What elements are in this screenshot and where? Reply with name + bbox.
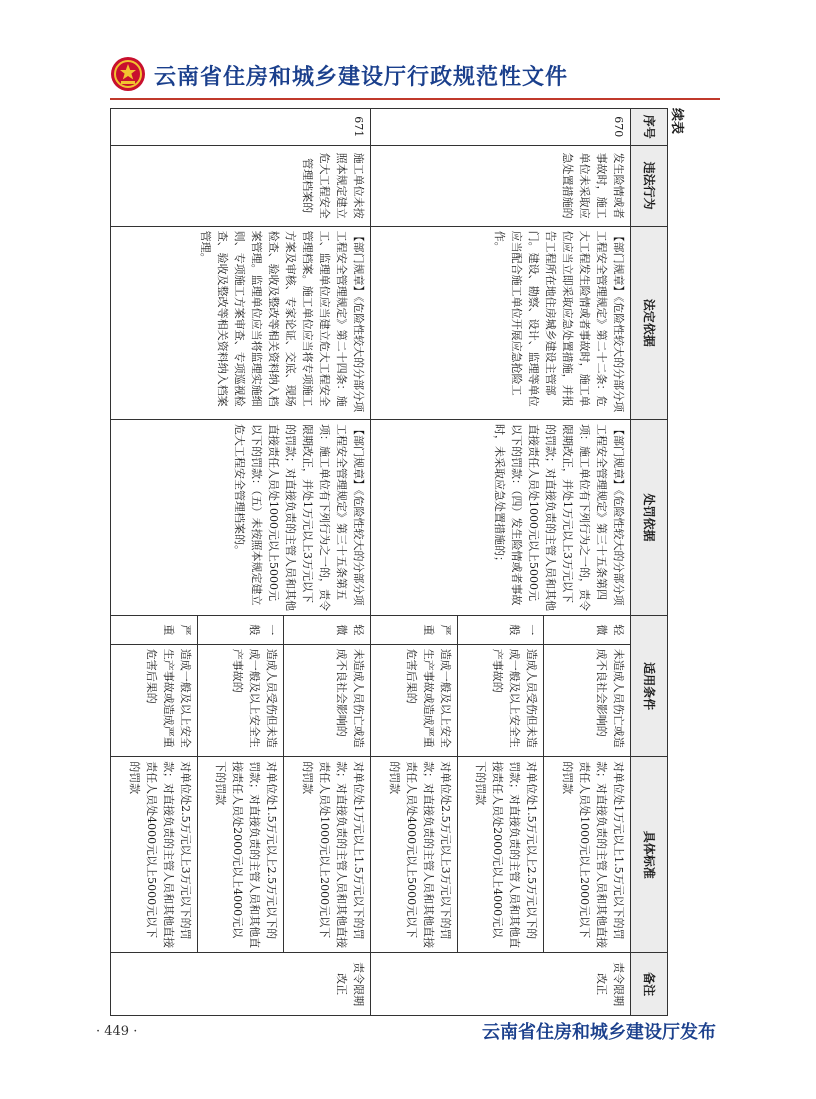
condition-cell: 造成人员受伤但未造成一般及以上安全生产事故的 bbox=[197, 644, 284, 756]
table-header-row bbox=[631, 109, 668, 1016]
standard-cell: 对单位处1.5万元以上2.5万元以下的罚款；对直接负责的主管人员和其他直接责任人员处2000元以上4000元以下的罚款 bbox=[197, 757, 284, 953]
row-seq: 671 bbox=[111, 109, 371, 146]
publisher-name: 云南省住房和城乡建设厅发布 bbox=[482, 1022, 716, 1043]
standard-cell: 对单位处2.5万元以上3万元以下的罚款；对直接负责的主管人员和其他直接责任人员处4000元以上5000元以下的罚款 bbox=[371, 757, 458, 953]
level-label: 一般 bbox=[457, 616, 544, 645]
continued-label: 续表 bbox=[669, 108, 684, 135]
condition-cell: 未造成人员伤亡或造成不良社会影响的 bbox=[284, 644, 371, 756]
row-legal-basis: 【部门规章】《危险性较大的分部分项工程安全管理规定》第二十二条：危大工程发生险情或者事故时，施工单位应当立即采取应急处置措施，并报告工程所在地住房城乡建设主管部门。建设、勘察、设计、监理等单位应当配合施工单位开展应急抢险工作。 bbox=[371, 226, 631, 419]
table-row bbox=[544, 109, 631, 1016]
standard-cell: 对单位处1万元以上1.5万元以下的罚款；对直接负责的主管人员和其他直接责任人员处1000元以上2000元以下的罚款 bbox=[284, 757, 371, 953]
header-condition: 适用条件 bbox=[631, 616, 668, 757]
header-title: 云南省住房和城乡建设厅行政规范性文件 bbox=[154, 65, 569, 90]
standard-cell: 对单位处1.5万元以上2.5万元以下的罚款；对直接负责的主管人员和其他直接责任人员处2000元以上4000元以下的罚款 bbox=[457, 757, 544, 953]
row-legal-basis: 【部门规章】《危险性较大的分部分项工程安全管理规定》第二十四条：施工、监理单位应当建立危大工程安全管理档案。施工单位应当将专项施工方案及审核、专家论证、交底、现场检查、验收及整改等相关资料纳入档案管理。监理单位应当将监理实施细则、专项施工方案审查、专项巡视检查、验收及整改等相关资料纳入档案管理。 bbox=[111, 226, 371, 419]
header-seq: 序号 bbox=[631, 109, 668, 146]
header-divider bbox=[110, 98, 720, 100]
row-remark: 责令限期改正 bbox=[371, 953, 631, 1016]
level-label: 轻微 bbox=[284, 616, 371, 645]
penalty-standard-table bbox=[110, 108, 668, 1016]
condition-cell: 造成一般及以上安全生产事故或造成严重危害后果的 bbox=[111, 644, 198, 756]
row-seq: 670 bbox=[371, 109, 631, 146]
condition-cell: 未造成人员伤亡或造成不良社会影响的 bbox=[544, 644, 631, 756]
row-penalty-basis: 【部门规章】《危险性较大的分部分项工程安全管理规定》第三十五条第四项：施工单位有下列行为之一的，责令限期改正，并处1万元以上3万元以下的罚款；对直接负责的主管人员和其他直接责任人员处1000元以上5000元以下的罚款：（四）发生险情或者事故时，未采取应急处置措施的； bbox=[371, 420, 631, 616]
standard-cell: 对单位处1万元以上1.5万元以下的罚款；对直接负责的主管人员和其他直接责任人员处1000元以上2000元以下的罚款 bbox=[544, 757, 631, 953]
level-label: 轻微 bbox=[544, 616, 631, 645]
page-number: · 449 · bbox=[96, 1024, 138, 1039]
level-label: 严重 bbox=[371, 616, 458, 645]
header-standard: 具体标准 bbox=[631, 757, 668, 953]
header-legal-basis: 法定依据 bbox=[631, 226, 668, 419]
row-violation: 施工单位未按照本规定建立危大工程安全管理档案的 bbox=[111, 145, 371, 226]
row-remark: 责令限期改正 bbox=[111, 953, 371, 1016]
standard-cell: 对单位处2.5万元以上3万元以下的罚款；对直接负责的主管人员和其他直接责任人员处4000元以上5000元以下的罚款 bbox=[111, 757, 198, 953]
level-label: 严重 bbox=[111, 616, 198, 645]
penalty-table-area bbox=[110, 108, 686, 1016]
header-violation: 违法行为 bbox=[631, 145, 668, 226]
level-label: 一般 bbox=[197, 616, 284, 645]
condition-cell: 造成人员受伤但未造成一般及以上安全生产事故的 bbox=[457, 644, 544, 756]
rotated-table-wrapper bbox=[110, 108, 686, 1016]
national-emblem-icon bbox=[110, 56, 146, 92]
document-header bbox=[110, 52, 730, 100]
header-penalty-basis: 处罚依据 bbox=[631, 420, 668, 616]
condition-cell: 造成一般及以上安全生产事故或造成严重危害后果的 bbox=[371, 644, 458, 756]
table-row bbox=[284, 109, 371, 1016]
header-remark: 备注 bbox=[631, 953, 668, 1016]
row-penalty-basis: 【部门规章】《危险性较大的分部分项工程安全管理规定》第三十五条第五项：施工单位有下列行为之一的，责令限期改正，并处1万元以上3万元以下的罚款；对直接负责的主管人员和其他直接责任人员处1000元以上5000元以下的罚款：（五）未按照本规定建立危大工程安全管理档案的。 bbox=[111, 420, 371, 616]
row-violation: 发生险情或者事故时，施工单位未采取应急处置措施的 bbox=[371, 145, 631, 226]
